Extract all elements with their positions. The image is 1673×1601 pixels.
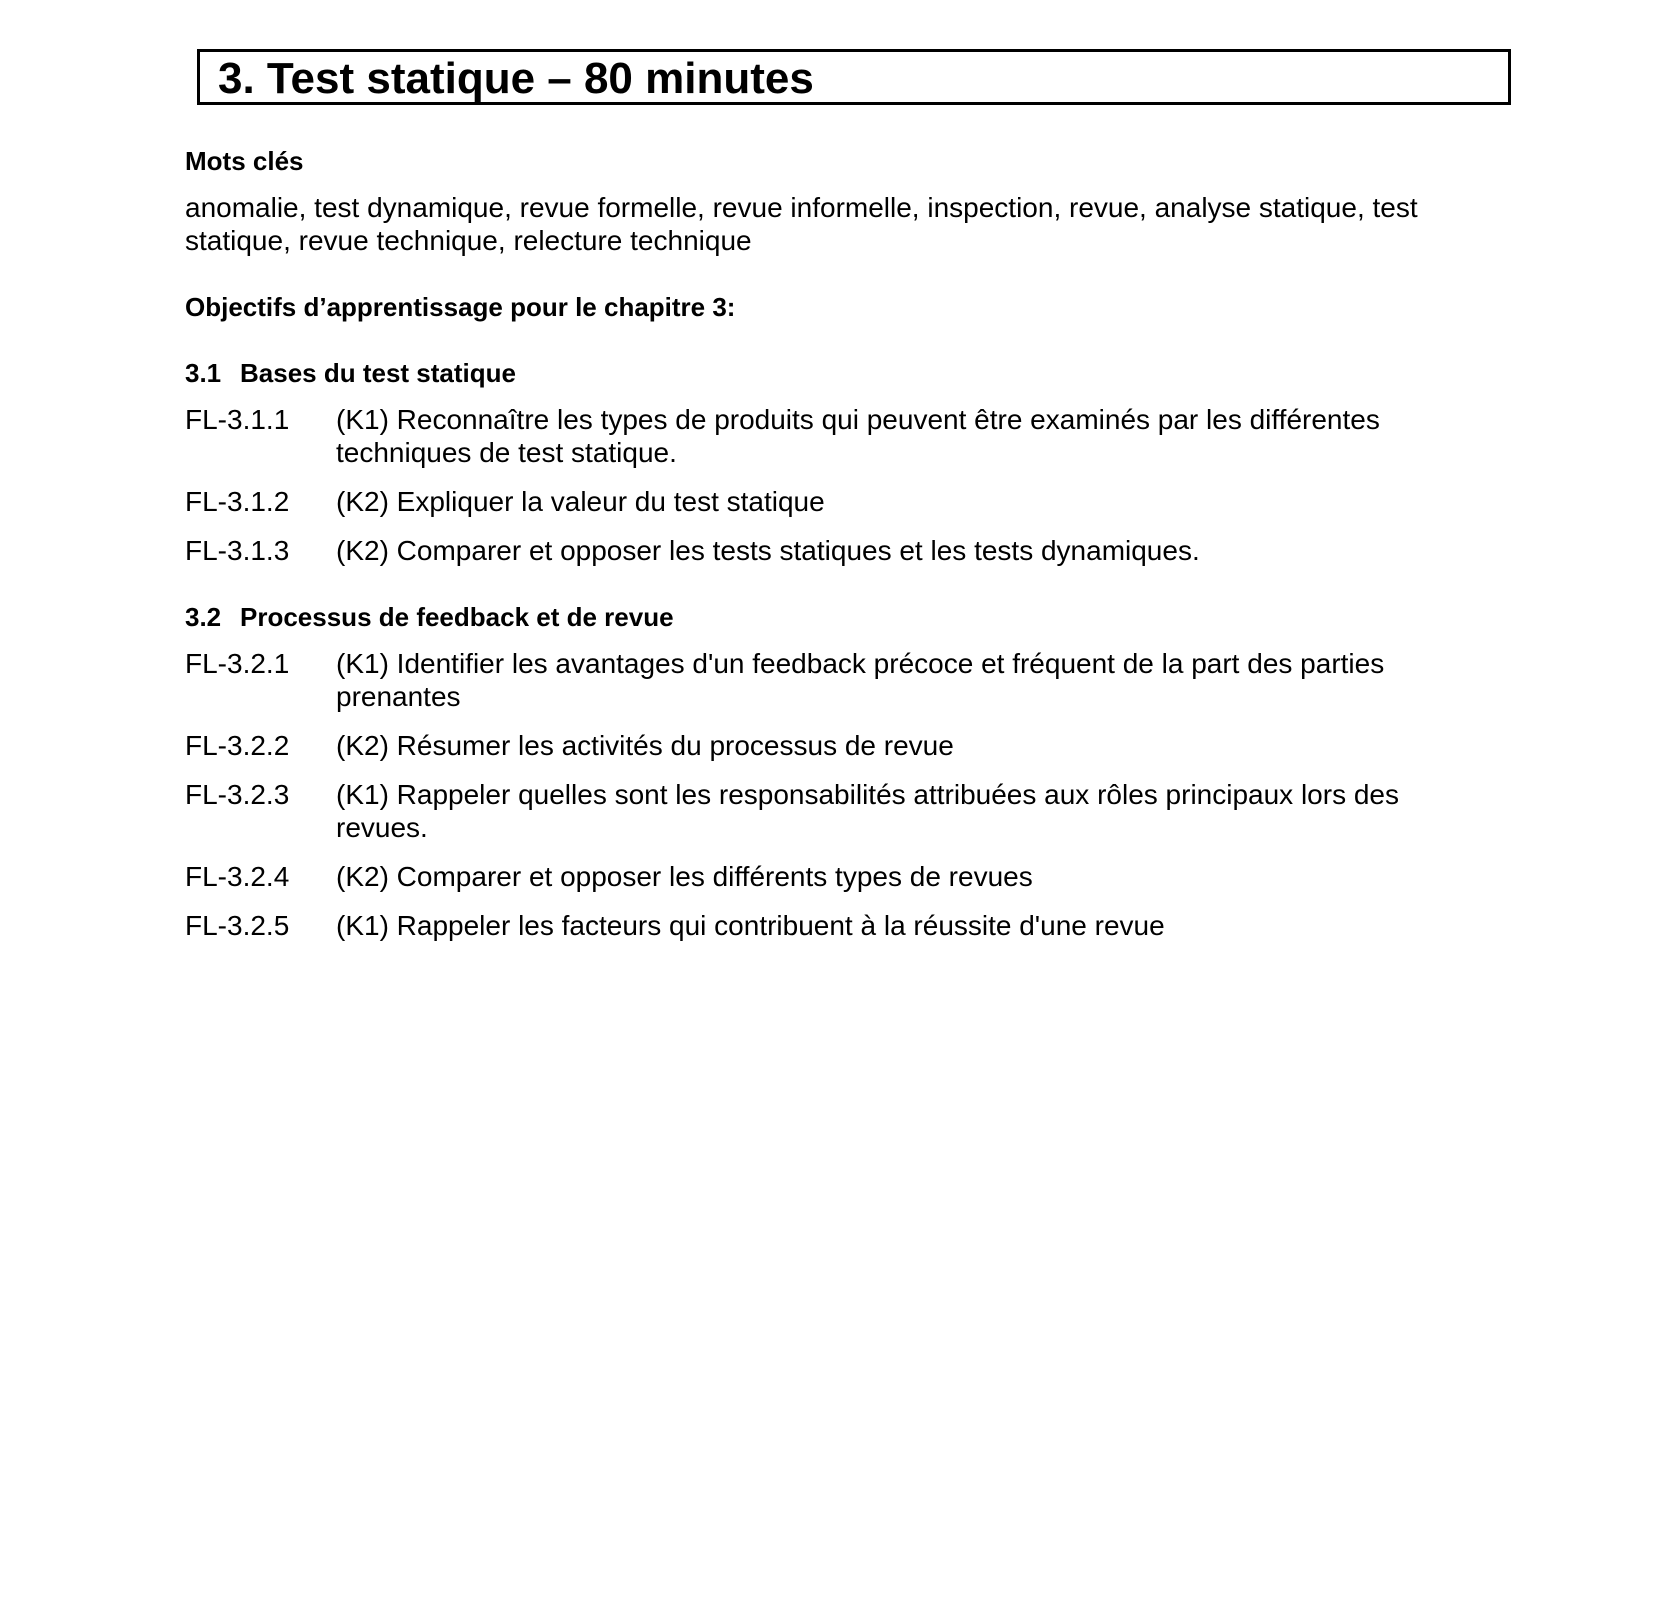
objective-text: (K1) Rappeler quelles sont les responsabilités attribuées aux rôles principaux lors des revues. — [336, 779, 1400, 843]
objective-text: (K1) Rappeler les facteurs qui contribuent à la réussite d'une revue — [336, 910, 1165, 941]
objective-code: FL-3.2.2 — [185, 730, 290, 761]
objective-text: (K2) Expliquer la valeur du test statique — [336, 486, 825, 517]
chapter-title: 3. Test statique – 80 minutes — [218, 54, 814, 103]
objective-text: (K1) Identifier les avantages d'un feedback précoce et fréquent de la part des parties prenantes — [336, 648, 1385, 712]
objective-code: FL-3.2.5 — [185, 910, 290, 941]
learning-objective-item — [185, 778, 1485, 844]
learning-objectives-list-3-2 — [185, 647, 1485, 942]
learning-objective-item — [185, 647, 1485, 713]
objective-code: FL-3.2.3 — [185, 779, 290, 810]
learning-objective-item — [185, 729, 1485, 762]
objectives-heading: Objectifs d’apprentissage pour le chapitre 3: — [185, 292, 736, 322]
objective-code: FL-3.1.3 — [185, 535, 290, 566]
objective-text: (K2) Résumer les activités du processus de revue — [336, 730, 954, 761]
keywords-text: anomalie, test dynamique, revue formelle, revue informelle, inspection, revue, analyse statique, test statique, revue technique, relecture technique — [185, 192, 1418, 256]
keywords-heading: Mots clés — [185, 146, 304, 176]
learning-objective-item — [185, 534, 1485, 567]
learning-objective-item — [185, 909, 1485, 942]
section-title: Processus de feedback et de revue — [240, 602, 674, 632]
objective-text: (K2) Comparer et opposer les différents types de revues — [336, 861, 1033, 892]
section-heading-3-2 — [185, 601, 1485, 633]
chapter-title-box — [197, 49, 1511, 105]
objective-code: FL-3.1.2 — [185, 486, 290, 517]
objective-code: FL-3.2.1 — [185, 648, 290, 679]
section-title: Bases du test statique — [240, 358, 516, 388]
page-content — [185, 145, 1485, 958]
learning-objective-item — [185, 485, 1485, 518]
learning-objective-item — [185, 403, 1485, 469]
objective-text: (K1) Reconnaître les types de produits qui peuvent être examinés par les différentes techniques de test statique. — [336, 404, 1380, 468]
objective-code: FL-3.2.4 — [185, 861, 290, 892]
section-number: 3.1 — [185, 358, 222, 388]
learning-objectives-list-3-1 — [185, 403, 1485, 567]
objective-text: (K2) Comparer et opposer les tests statiques et les tests dynamiques. — [336, 535, 1200, 566]
section-heading-3-1 — [185, 357, 1485, 389]
section-number: 3.2 — [185, 602, 222, 632]
objective-code: FL-3.1.1 — [185, 404, 290, 435]
learning-objective-item — [185, 860, 1485, 893]
